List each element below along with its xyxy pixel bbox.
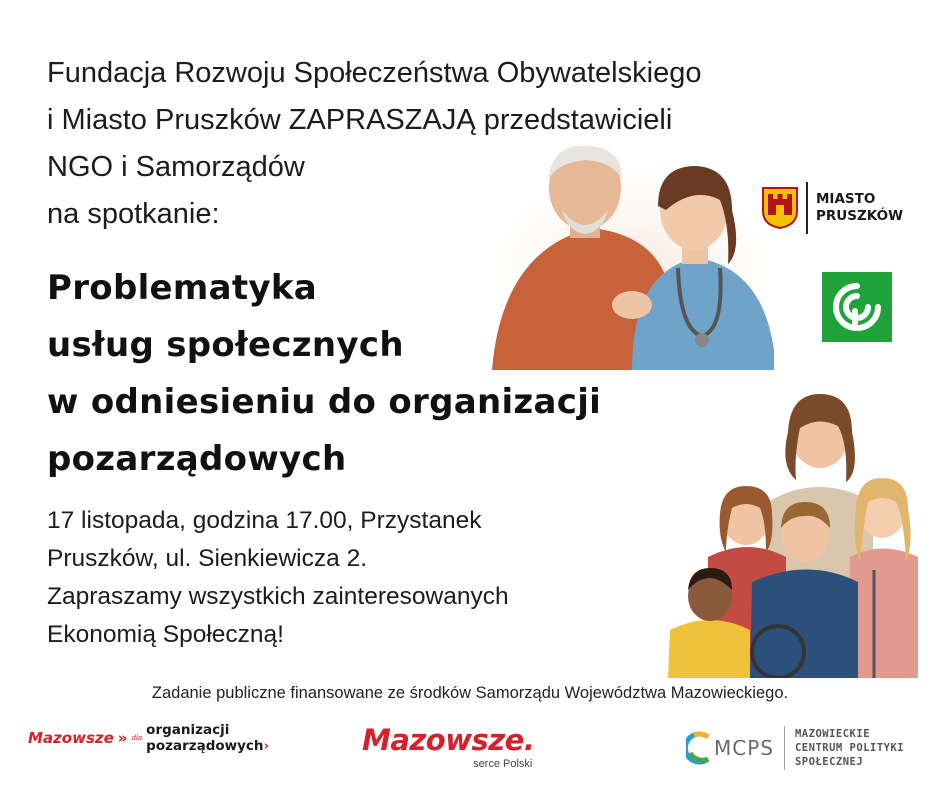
title-line: Problematyka [47,268,318,308]
intro-line: Fundacja Rozwoju Społeczeństwa Obywatelskiego [47,57,702,89]
miasto-pruszkow-logo [762,182,903,234]
details-line: Ekonomią Społeczną! [47,621,284,648]
caregiver-illustration [482,140,782,370]
mcps-line: MAZOWIECKIE [794,728,871,740]
miasto-logo-line: MIASTO [816,191,876,207]
event-details [47,502,509,654]
mcps-line: CENTRUM POLITYKI [794,742,905,754]
details-line: Zapraszamy wszystkich zainteresowanych [47,583,509,610]
intro-line: NGO i Samorządów [47,151,305,183]
mcps-divider [784,726,785,770]
intro-line: na spotkanie: [47,198,220,230]
logo-divider [806,182,808,234]
details-line: Pruszków, ul. Sienkiewicza 2. [47,545,367,572]
org-line [146,738,269,754]
org-line-text: pozarządowych [146,738,264,754]
mcps-short-label: MCPS [714,736,774,760]
funding-note: Zadanie publiczne finansowane ze środków Samorządu Województwa Mazowieckiego. [151,684,789,702]
mazowsze-small-wordmark: Mazowsze [28,729,114,747]
coat-of-arms-icon [762,187,798,229]
mazowsze-logo [362,724,534,770]
mcps-logo [686,726,904,770]
double-chevron-icon: » [117,729,128,747]
mcps-full-name [795,727,904,769]
foundation-logo [822,272,892,342]
mazowsze-wordmark: Mazowsze. [362,723,535,757]
org-line: organizacji [146,722,230,738]
serce-polski-tagline: serce Polski [473,758,533,770]
miasto-logo-line: PRUSZKÓW [816,208,903,224]
mcps-line: SPOŁECZNEJ [794,756,864,768]
title-line: w odniesieniu do organizacji [47,382,602,422]
family-illustration [668,392,940,678]
mcps-ring-icon [686,731,712,765]
dla-label: dla [131,734,143,742]
details-line: 17 listopada, godzina 17.00, Przystanek [47,507,482,534]
chevron-right-icon: › [263,738,270,754]
org-label [146,722,269,754]
miasto-logo-text [816,191,903,225]
intro-line: i Miasto Pruszków ZAPRASZAJĄ przedstawicieli [47,104,673,136]
title-line: usług społecznych [47,325,404,365]
foundation-mark-icon [822,272,892,342]
title-line: pozarządowych [47,439,347,479]
mazowsze-ngo-logo [28,722,269,754]
